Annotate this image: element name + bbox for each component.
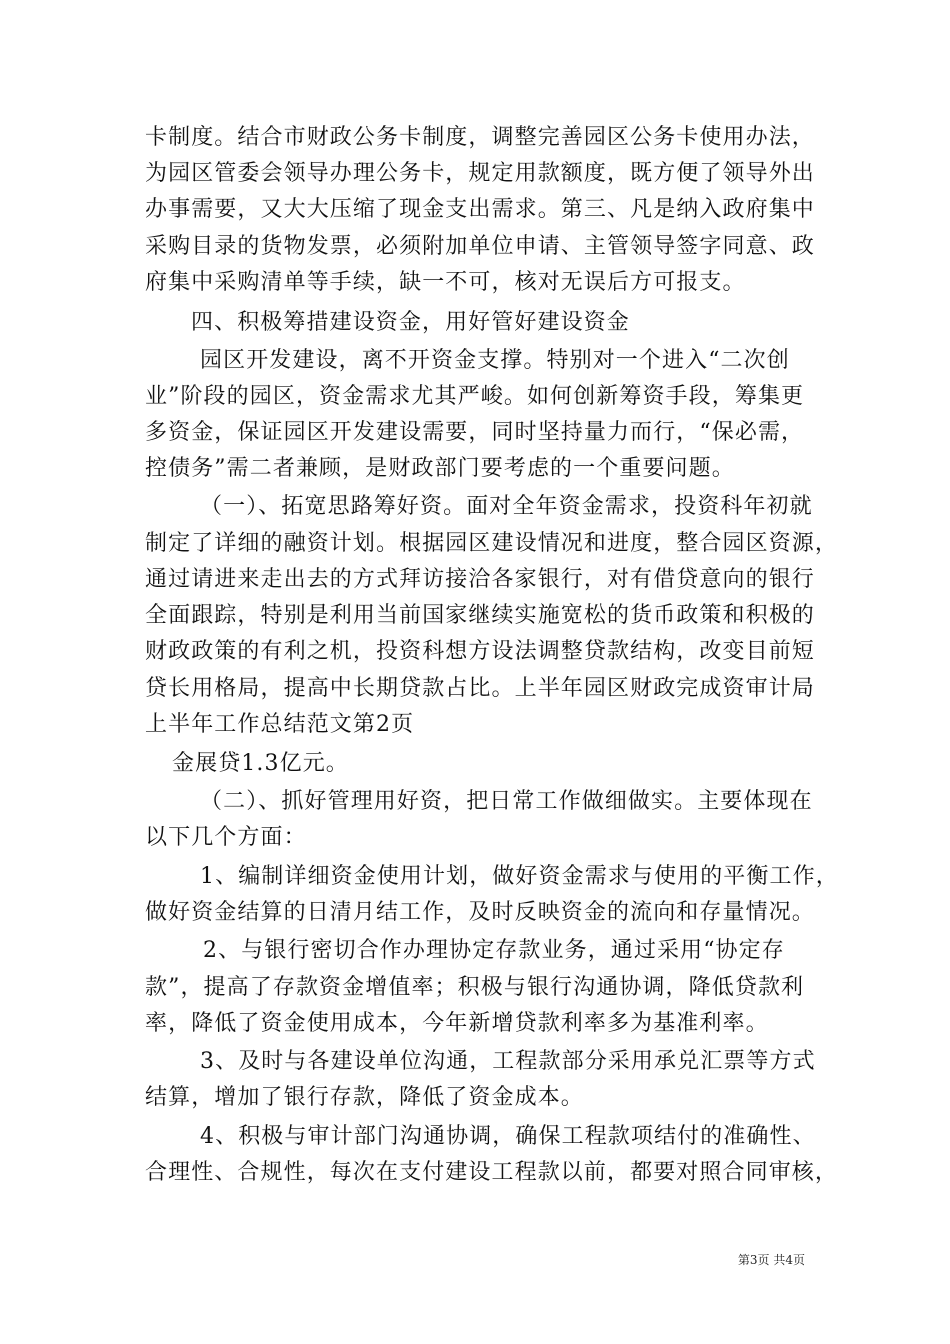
list-item: 2、与银行密切合作办理协定存款业务，通过采用“协定存 bbox=[203, 938, 785, 963]
text-line: 贷长用格局，提高中长期贷款占比。上半年园区财政完成资审计局 bbox=[145, 676, 815, 701]
page-number: 第3页 共4页 bbox=[737, 1253, 805, 1267]
text-line: 卡制度。结合市财政公务卡制度，调整完善园区公务卡使用办法， bbox=[145, 125, 815, 150]
text-line: 率，降低了资金使用成本，今年新增贷款利率多为基准利率。 bbox=[145, 1011, 769, 1036]
text-line: 做好资金结算的日清月结工作，及时反映资金的流向和存量情况。 bbox=[145, 900, 815, 925]
text-line: 合理性、合规性，每次在支付建设工程款以前，都要对照合同审核， bbox=[145, 1160, 839, 1185]
text-line: 财政政策的有利之机，投资科想方设法调整贷款结构，改变目前短 bbox=[145, 639, 815, 664]
text-line: 控债务”需二者兼顾，是财政部门要考虑的一个重要问题。 bbox=[145, 456, 735, 481]
text-line: 全面跟踪，特别是利用当前国家继续实施宽松的货币政策和积极的 bbox=[145, 603, 815, 628]
text-line: 以下几个方面： bbox=[145, 825, 307, 850]
list-item: 3、及时与各建设单位沟通，工程款部分采用承兑汇票等方式 bbox=[200, 1049, 816, 1074]
text-line: 为园区管委会领导办理公务卡，规定用款额度，既方便了领导外出 bbox=[145, 161, 815, 186]
text-line: 多资金，保证园区开发建设需要，同时坚持量力而行，“保必需， bbox=[145, 420, 805, 445]
list-item: 4、积极与审计部门沟通协调，确保工程款项结付的准确性、 bbox=[200, 1124, 816, 1149]
text-line: 业”阶段的园区，资金需求尤其严峻。如何创新筹资手段，筹集更 bbox=[145, 384, 805, 409]
text-line: 办事需要，又大大压缩了现金支出需求。第三、凡是纳入政府集中 bbox=[145, 197, 815, 222]
text-line: 金展贷1.3亿元。 bbox=[172, 751, 349, 776]
text-line: 款”，提高了存款资金增值率；积极与银行沟通协调，降低贷款利 bbox=[145, 975, 805, 1000]
text-line: 通过请进来走出去的方式拜访接洽各家银行，对有借贷意向的银行 bbox=[145, 567, 815, 592]
text-line: 制定了详细的融资计划。根据园区建设情况和进度，整合园区资源， bbox=[145, 531, 839, 556]
text-line: 采购目录的货物发票，必须附加单位申请、主管领导签字同意、政 bbox=[145, 234, 815, 259]
text-line: 园区开发建设，离不开资金支撑。特别对一个进入“二次创 bbox=[200, 348, 790, 373]
section-heading: 四、积极筹措建设资金，用好管好建设资金 bbox=[191, 310, 630, 335]
text-line: 府集中采购清单等手续，缺一不可，核对无误后方可报支。 bbox=[145, 270, 746, 295]
text-line: 上半年工作总结范文第2页 bbox=[145, 712, 415, 737]
text-line: 结算，增加了银行存款，降低了资金成本。 bbox=[145, 1085, 584, 1110]
sub-heading-line: （一）、拓宽思路筹好资。面对全年资金需求，投资科年初就 bbox=[200, 494, 813, 519]
sub-heading-line: （二）、抓好管理用好资，把日常工作做细做实。主要体现在 bbox=[200, 789, 813, 814]
list-item: 1、编制详细资金使用计划，做好资金需求与使用的平衡工作， bbox=[200, 864, 839, 889]
